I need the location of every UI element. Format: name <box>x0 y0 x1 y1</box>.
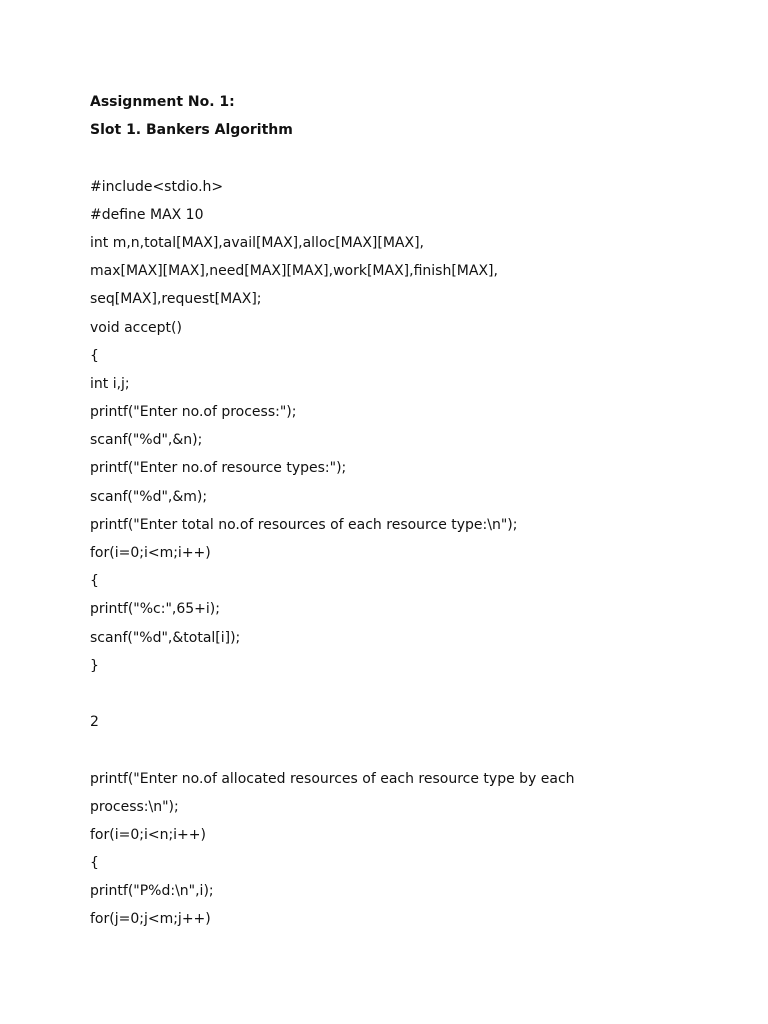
code-line: int i,j; <box>90 375 130 392</box>
code-line: scanf("%d",&total[i]); <box>90 629 241 646</box>
code-line: printf("Enter no.of resource types:"); <box>90 460 347 477</box>
code-line: printf("Enter total no.of resources of each resource type:\n"); <box>90 516 518 533</box>
code-line: for(i=0;i<m;i++) <box>90 545 211 561</box>
code-line: { <box>90 347 99 364</box>
code-line: process:\n"); <box>90 798 179 815</box>
code-line: scanf("%d",&m); <box>90 488 208 505</box>
code-line: { <box>90 573 99 590</box>
code-line: scanf("%d",&n); <box>90 432 203 449</box>
code-block-2 <box>90 765 730 934</box>
code-block-1 <box>90 173 730 680</box>
assignment-heading: Assignment No. 1: <box>90 94 235 110</box>
code-line: printf("Enter no.of allocated resources of each resource type by each <box>90 770 575 787</box>
code-line: { <box>90 855 99 872</box>
spacer <box>90 736 730 764</box>
page-number: 2 <box>90 714 99 731</box>
code-line: for(i=0;i<n;i++) <box>90 826 206 843</box>
code-line: for(j=0;j<m;j++) <box>90 911 211 928</box>
code-line: void accept() <box>90 319 182 336</box>
spacer <box>90 144 730 172</box>
code-line: int m,n,total[MAX],avail[MAX],alloc[MAX][MAX], <box>90 234 425 251</box>
spacer <box>90 680 730 708</box>
code-line: #define MAX 10 <box>90 206 204 223</box>
code-line: printf("P%d:\n",i); <box>90 883 214 900</box>
code-line: } <box>90 657 99 674</box>
code-line: max[MAX][MAX],need[MAX][MAX],work[MAX],finish[MAX], <box>90 263 498 280</box>
code-line: printf("Enter no.of process:"); <box>90 404 297 421</box>
code-line: seq[MAX],request[MAX]; <box>90 291 262 308</box>
code-line: #include<stdio.h> <box>90 178 224 195</box>
document-page <box>90 88 730 934</box>
slot-title: Slot 1. Bankers Algorithm <box>90 122 293 139</box>
code-line: printf("%c:",65+i); <box>90 601 220 618</box>
